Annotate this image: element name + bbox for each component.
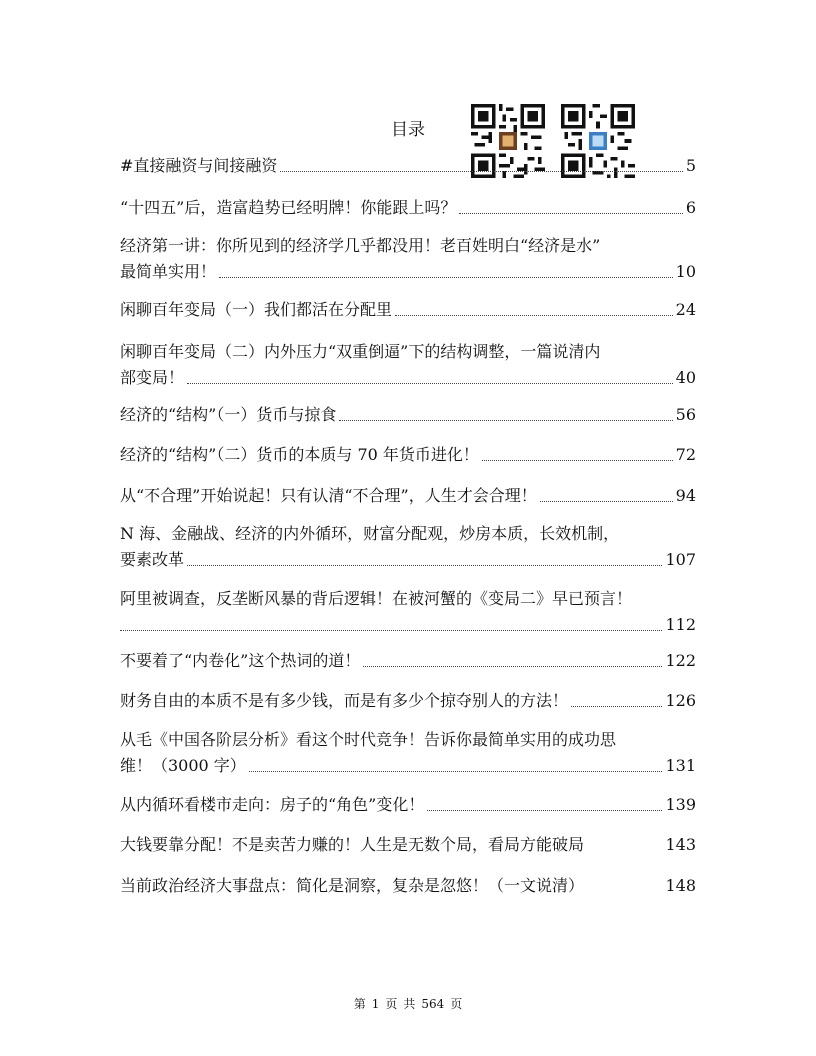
dot-leader <box>571 706 662 707</box>
toc-entry-title-line1: 闲聊百年变局（二）内外压力“双重倒逼”下的结构调整，一篇说清内 <box>120 342 601 361</box>
toc-entry-title-line2: 最简单实用！ <box>120 262 217 281</box>
toc-entry-title: 从内循环看楼市走向：房子的“角色”变化！ <box>120 795 425 814</box>
toc-entry[interactable] <box>120 728 696 778</box>
toc-entry[interactable] <box>120 874 696 898</box>
toc-entry[interactable] <box>120 443 696 467</box>
toc-entry[interactable] <box>120 298 696 322</box>
toc-entry-title-line1: 阿里被调查，反垄断风暴的背后逻辑！在被河蟹的《变局二》早已预言！ <box>120 589 633 608</box>
footer-page-word: 页 <box>385 997 398 1011</box>
toc-entry[interactable] <box>120 154 696 178</box>
toc-entry-title-line1: N 海、金融战、经济的内外循环，财富分配观，炒房本质，长效机制， <box>120 524 620 543</box>
toc-entry-title-line2: 维！（3000 字） <box>120 756 246 775</box>
dot-leader <box>395 315 673 316</box>
dot-leader <box>459 213 682 214</box>
toc-entry[interactable] <box>120 649 696 673</box>
toc-entry[interactable] <box>120 403 696 427</box>
toc-entry-page: 122 <box>665 651 696 670</box>
dot-leader <box>482 460 673 461</box>
toc-entry-page: 139 <box>665 795 696 814</box>
footer-total-word: 共 <box>403 997 416 1011</box>
toc-entry[interactable] <box>120 196 696 220</box>
footer-prefix: 第 <box>353 997 366 1011</box>
toc-entry[interactable] <box>120 689 696 713</box>
toc-entry-page: 40 <box>675 368 696 387</box>
dot-leader <box>339 420 672 421</box>
toc-entry[interactable] <box>120 793 696 817</box>
toc-entry-title: 不要着了“内卷化”这个热词的道！ <box>120 651 361 670</box>
toc-entry-page: 5 <box>685 156 696 175</box>
toc-title: 目录 <box>391 120 425 140</box>
toc-entry[interactable] <box>120 234 696 284</box>
toc-entry-title-line1: 从毛《中国各阶层分析》看这个时代竞争！告诉你最简单实用的成功思 <box>120 730 617 749</box>
toc-entry[interactable] <box>120 587 696 637</box>
toc-entry-page: 143 <box>665 835 696 854</box>
toc-entry-title-line2: 部变局！ <box>120 368 185 387</box>
toc-entry-page: 107 <box>665 550 696 569</box>
dot-leader <box>280 171 682 172</box>
toc-entry-page: 112 <box>665 615 696 634</box>
footer-total-pages: 564 <box>421 997 445 1011</box>
toc-entry-title: 从“不合理”开始说起！只有认清“不合理”，人生才会合理！ <box>120 486 537 505</box>
footer-suffix: 页 <box>450 997 463 1011</box>
toc-entry-page: 72 <box>675 445 696 464</box>
toc-entry-title: “十四五”后，造富趋势已经明牌！你能跟上吗？ <box>120 198 457 217</box>
dot-leader <box>219 277 673 278</box>
toc-entry-title: 当前政治经济大事盘点：简化是洞察，复杂是忽悠！（一文说清） <box>120 876 585 895</box>
toc-entry-page: 6 <box>685 198 696 217</box>
toc-entry-title-line1: 经济第一讲：你所见到的经济学几乎都没用！老百姓明白“经济是水” <box>120 236 601 255</box>
toc-entry-title: 大钱要靠分配！不是卖苦力赚的！人生是无数个局，看局方能破局 <box>120 835 585 854</box>
dot-leader <box>363 666 662 667</box>
dot-leader <box>587 850 662 851</box>
toc-entry-page: 24 <box>675 300 696 319</box>
dot-leader <box>540 501 673 502</box>
dot-leader <box>187 383 673 384</box>
toc-entry-title: 经济的“结构”（二）货币的本质与 70 年货币进化！ <box>120 445 479 464</box>
footer-current-page: 1 <box>371 997 380 1011</box>
toc-entry-page: 10 <box>675 262 696 281</box>
toc-entry-title: #直接融资与间接融资 <box>120 156 278 175</box>
dot-leader <box>587 891 662 892</box>
dot-leader <box>187 565 662 566</box>
toc-entry-title: 经济的“结构”（一）货币与掠食 <box>120 405 337 424</box>
toc-entry[interactable] <box>120 833 696 857</box>
toc-entry-page: 148 <box>665 876 696 895</box>
dot-leader <box>120 630 662 631</box>
toc-entry-title-line2: 要素改革 <box>120 550 185 569</box>
dot-leader <box>427 810 662 811</box>
toc-entry-page: 94 <box>675 486 696 505</box>
toc-entry[interactable] <box>120 522 696 572</box>
toc-entry-page: 126 <box>665 691 696 710</box>
toc-entry-page: 131 <box>665 756 696 775</box>
toc-entry[interactable] <box>120 484 696 508</box>
toc-entry-page: 56 <box>675 405 696 424</box>
dot-leader <box>249 771 663 772</box>
page-footer <box>0 995 816 1012</box>
toc-entry-title: 闲聊百年变局（一）我们都活在分配里 <box>120 300 393 319</box>
toc-entry-title: 财务自由的本质不是有多少钱，而是有多少个掠夺别人的方法！ <box>120 691 569 710</box>
toc-entry[interactable] <box>120 340 696 390</box>
